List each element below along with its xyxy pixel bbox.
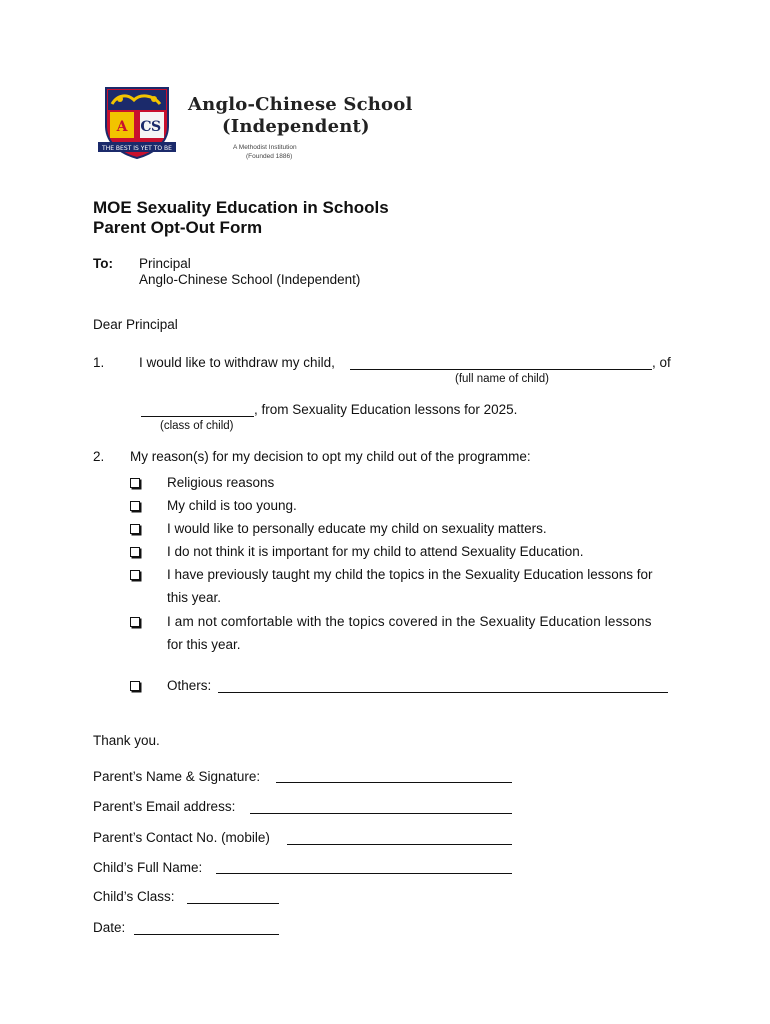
date-field[interactable] bbox=[134, 934, 279, 935]
checkbox-too-young[interactable] bbox=[130, 501, 140, 511]
class-hint: (class of child) bbox=[160, 420, 234, 432]
reason-previously-taught-cont: this year. bbox=[167, 590, 222, 605]
reason-not-comfortable-cont: for this year. bbox=[167, 637, 241, 652]
item-2-number: 2. bbox=[93, 449, 105, 464]
checkbox-previously-taught[interactable] bbox=[130, 570, 140, 580]
svg-text:S: S bbox=[150, 119, 162, 135]
school-descriptor-line1: A Methodist Institution bbox=[233, 144, 297, 151]
reason-not-comfortable: I am not comfortable with the topics covered in the Sexuality Education lessons bbox=[167, 614, 652, 629]
reason-personally-educate: I would like to personally educate my child on sexuality matters. bbox=[167, 521, 547, 536]
svg-text:C: C bbox=[140, 119, 152, 135]
child-name-blank[interactable] bbox=[350, 369, 652, 370]
checkbox-not-important[interactable] bbox=[130, 547, 140, 557]
full-name-hint: (full name of child) bbox=[455, 373, 549, 385]
school-crest-logo bbox=[96, 86, 178, 160]
svg-text:A: A bbox=[116, 119, 128, 135]
item-2-intro: My reason(s) for my decision to opt my child out of the programme: bbox=[130, 449, 531, 464]
reason-previously-taught: I have previously taught my child the topics in the Sexuality Education lessons for bbox=[167, 567, 653, 582]
others-label: Others: bbox=[167, 678, 212, 693]
parent-email-field[interactable] bbox=[250, 813, 512, 814]
item-1-class-text: , from Sexuality Education lessons for 2025. bbox=[254, 402, 518, 417]
checkbox-religious-reasons[interactable] bbox=[130, 478, 140, 488]
reason-too-young: My child is too young. bbox=[167, 498, 297, 513]
parent-name-field[interactable] bbox=[276, 782, 512, 783]
reason-religious: Religious reasons bbox=[167, 475, 275, 490]
child-name-field[interactable] bbox=[216, 873, 512, 874]
child-class-label: Child’s Class: bbox=[93, 889, 175, 904]
checkbox-others[interactable] bbox=[130, 681, 140, 691]
recipient-title: Principal bbox=[139, 256, 191, 271]
parent-contact-field[interactable] bbox=[287, 844, 512, 845]
checkbox-not-comfortable[interactable] bbox=[130, 617, 140, 627]
school-name-line1: Anglo-Chinese School bbox=[188, 94, 413, 115]
checkbox-personally-educate[interactable] bbox=[130, 524, 140, 534]
item-1-number: 1. bbox=[93, 355, 105, 370]
reason-not-important: I do not think it is important for my child to attend Sexuality Education. bbox=[167, 544, 584, 559]
salutation: Dear Principal bbox=[93, 317, 178, 332]
child-name-label: Child’s Full Name: bbox=[93, 860, 203, 875]
svg-text:THE BEST IS YET TO BE: THE BEST IS YET TO BE bbox=[102, 145, 172, 152]
item-1-text-end: , of bbox=[652, 355, 671, 370]
school-name-line2: (Independent) bbox=[222, 116, 370, 137]
school-descriptor-line2: (Founded 1886) bbox=[246, 153, 293, 160]
date-label: Date: bbox=[93, 920, 126, 935]
parent-name-label: Parent’s Name & Signature: bbox=[93, 769, 261, 784]
parent-contact-label: Parent’s Contact No. (mobile) bbox=[93, 830, 270, 845]
closing-text: Thank you. bbox=[93, 733, 160, 748]
child-class-blank[interactable] bbox=[141, 416, 254, 417]
others-blank[interactable] bbox=[218, 692, 668, 693]
to-label: To: bbox=[93, 256, 113, 271]
item-1-text: I would like to withdraw my child, bbox=[139, 355, 335, 370]
child-class-field[interactable] bbox=[187, 903, 279, 904]
form-subtitle: Parent Opt-Out Form bbox=[93, 218, 263, 237]
recipient-school: Anglo-Chinese School (Independent) bbox=[139, 272, 361, 287]
form-title: MOE Sexuality Education in Schools bbox=[93, 198, 389, 217]
parent-email-label: Parent’s Email address: bbox=[93, 799, 236, 814]
